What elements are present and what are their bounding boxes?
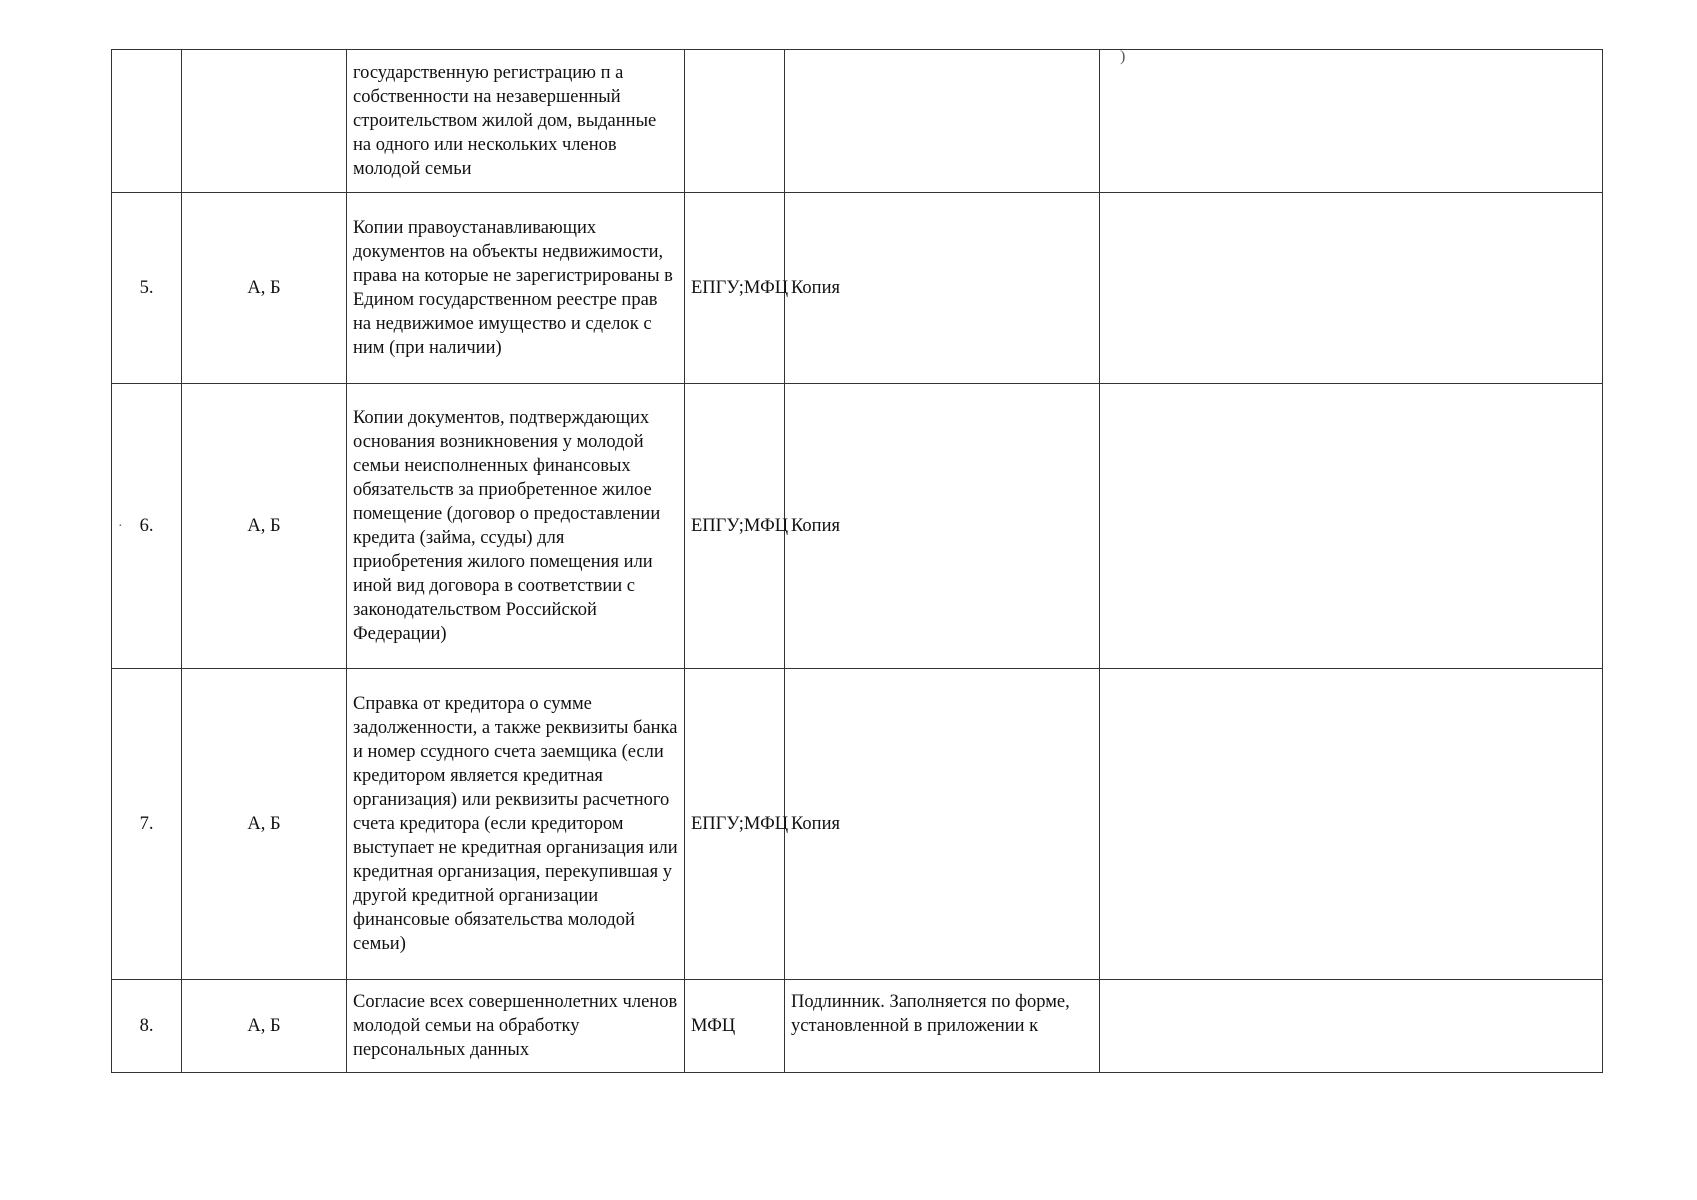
row-source: ЕПГУ;МФЦ [685, 669, 785, 980]
row-document-type: Подлинник. Заполняется по форме, установленной в приложении к [785, 980, 1100, 1073]
row-document-type: Копия [785, 669, 1100, 980]
table-row [112, 980, 1603, 1073]
table-row [112, 669, 1603, 980]
scan-mark: · [118, 519, 123, 534]
row-category: А, Б [182, 193, 347, 384]
row-extra [1100, 193, 1603, 384]
row-number: 5. [112, 193, 182, 384]
row-document-type: Копия [785, 193, 1100, 384]
table-row [112, 50, 1603, 193]
row-category: А, Б [182, 384, 347, 669]
table-row [112, 384, 1603, 669]
scan-mark: ) [1120, 48, 1126, 65]
row-source: ЕПГУ;МФЦ [685, 193, 785, 384]
row-extra [1100, 980, 1603, 1073]
row-number: 8. [112, 980, 182, 1073]
row-extra [1100, 50, 1603, 193]
row-source: МФЦ [685, 980, 785, 1073]
row-extra [1100, 669, 1603, 980]
table-row [112, 193, 1603, 384]
row-source: ЕПГУ;МФЦ [685, 384, 785, 669]
row-number [112, 50, 182, 193]
row-description: Копии документов, подтверждающих основания возникновения у молодой семьи неисполненных финансовых обязательств за приобретенное жилое помещение (договор о предоставлении кредита (займа, ссуды) для приобретения жилого помещения или иной вид договора в соответствии с законодательством Российской Федерации) [347, 384, 685, 669]
row-number: 6. [112, 384, 182, 669]
row-document-type [785, 50, 1100, 193]
row-source [685, 50, 785, 193]
row-category: А, Б [182, 669, 347, 980]
row-description: Копии правоустанавливающих документов на объекты недвижимости, права на которые не зарегистрированы в Едином государственном реестре прав на недвижимое имущество и сделок с ним (при наличии) [347, 193, 685, 384]
row-description: государственную регистрацию п а собственности на незавершенный строительством жилой дом, выданные на одного или нескольких членов молодой семьи [347, 50, 685, 193]
row-description: Согласие всех совершеннолетних членов молодой семьи на обработку персональных данных [347, 980, 685, 1073]
row-category [182, 50, 347, 193]
row-description: Справка от кредитора о сумме задолженности, а также реквизиты банка и номер ссудного счета заемщика (если кредитором является кредитная организация) или реквизиты расчетного счета кредитора (если кредитором выступает не кредитная организация или кредитная организация, перекупившая у другой кредитной организации финансовые обязательства молодой семьи) [347, 669, 685, 980]
documents-table [111, 49, 1603, 1073]
row-category: А, Б [182, 980, 347, 1073]
row-document-type: Копия [785, 384, 1100, 669]
row-extra [1100, 384, 1603, 669]
row-number: 7. [112, 669, 182, 980]
